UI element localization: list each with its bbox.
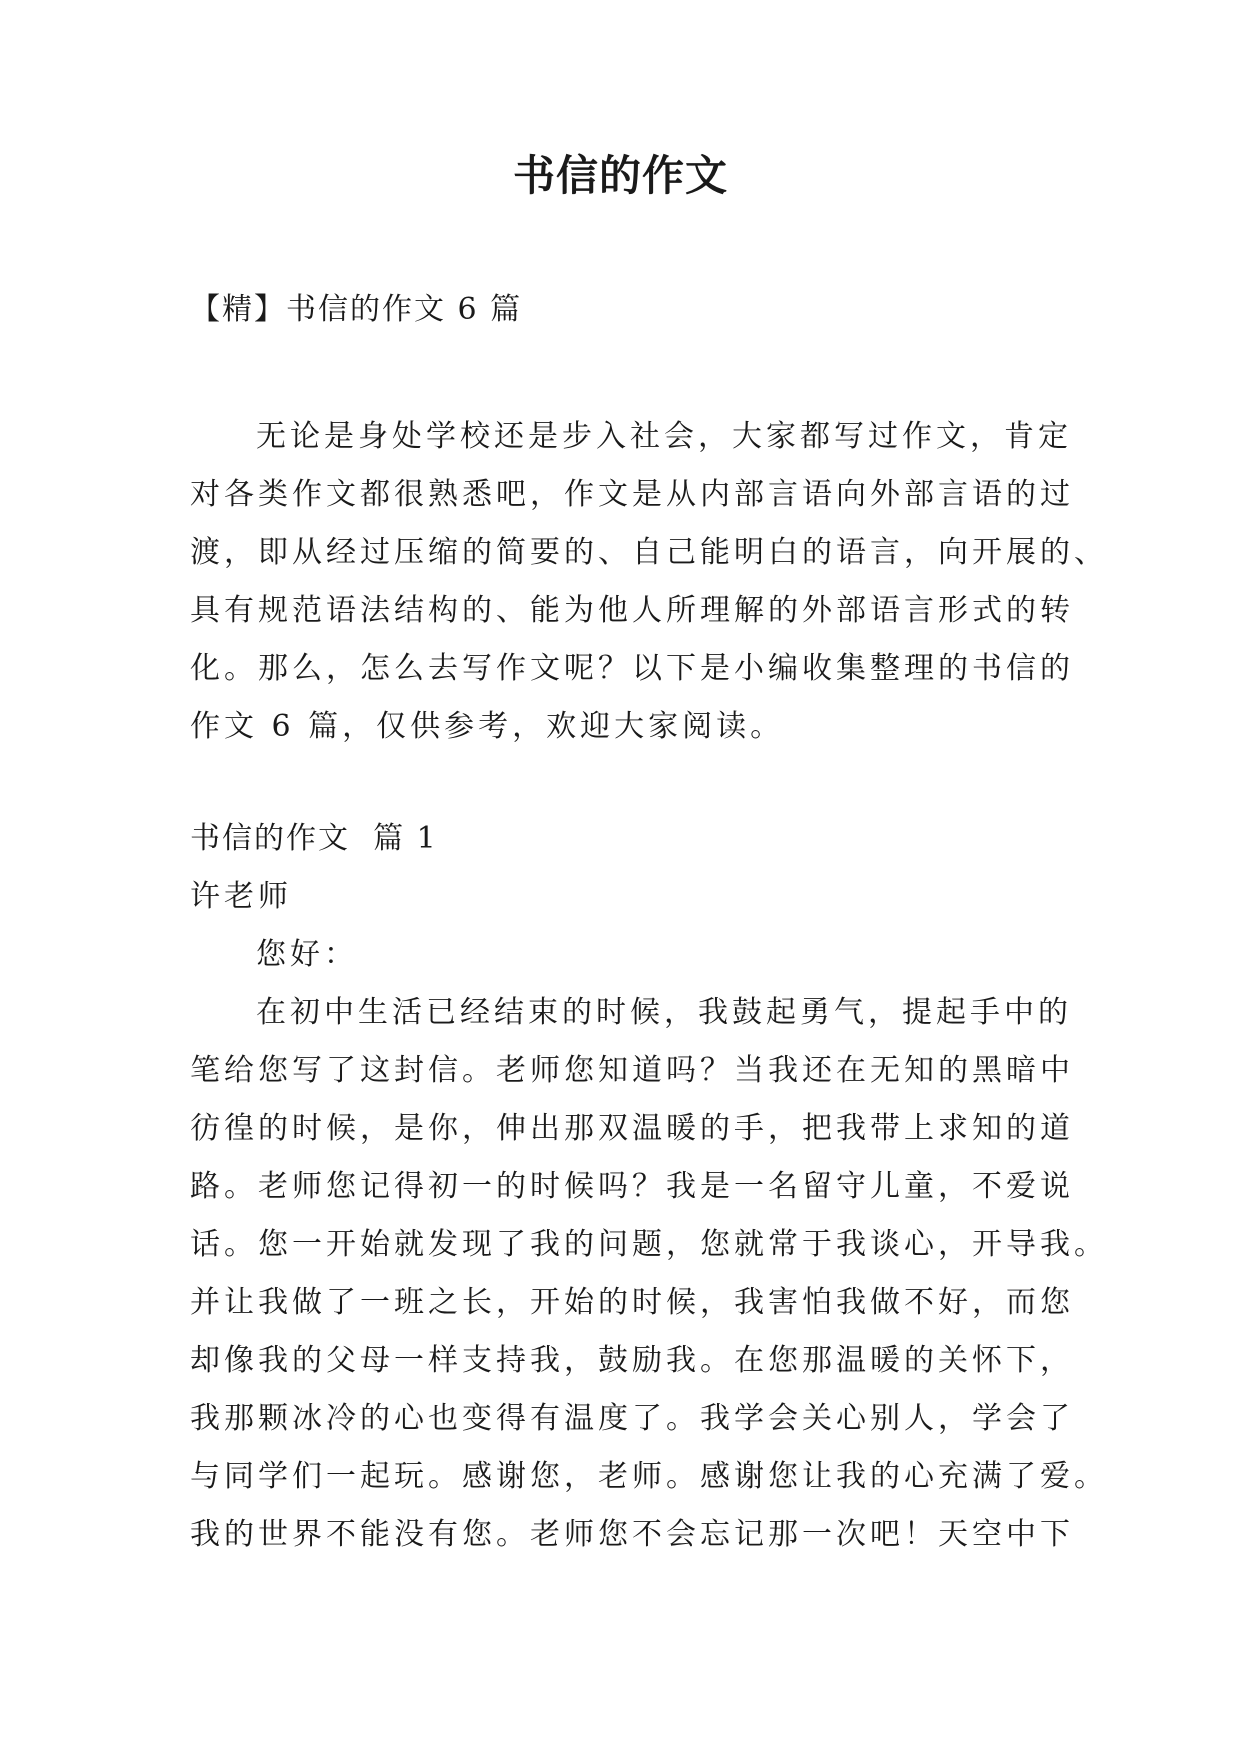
letter-line: 我的世界不能没有您。老师您不会忘记那一次吧！天空中下 — [190, 1517, 1074, 1552]
letter-line: 彷徨的时候，是你，伸出那双温暖的手，把我带上求知的道 — [190, 1111, 1074, 1146]
letter-line: 笔给您写了这封信。老师您知道吗？当我还在无知的黑暗中 — [190, 1053, 1074, 1088]
intro-line: 具有规范语法结构的、能为他人所理解的外部语言形式的转 — [190, 593, 1074, 628]
intro-line: 作文 6 篇，仅供参考，欢迎大家阅读。 — [190, 709, 785, 744]
letter-line: 话。您一开始就发现了我的问题，您就常于我谈心，开导我。 — [190, 1227, 1108, 1262]
letter-line: 路。老师您记得初一的时候吗？我是一名留守儿童，不爱说 — [190, 1169, 1074, 1204]
intro-line: 渡，即从经过压缩的简要的、自己能明白的语言，向开展的、 — [190, 535, 1108, 570]
letter-line: 并让我做了一班之长，开始的时候，我害怕我做不好，而您 — [190, 1285, 1074, 1320]
letter-greeting: 您好： — [256, 937, 358, 972]
letter-salutation: 许老师 — [190, 879, 292, 914]
document-subtitle: 【精】书信的作文 6 篇 — [190, 292, 523, 327]
section-heading: 书信的作文 篇 1 — [190, 821, 438, 856]
intro-line: 对各类作文都很熟悉吧，作文是从内部言语向外部言语的过 — [190, 477, 1074, 512]
intro-line: 无论是身处学校还是步入社会，大家都写过作文，肯定 — [256, 419, 1072, 454]
letter-line: 我那颗冰冷的心也变得有温度了。我学会关心别人，学会了 — [190, 1401, 1074, 1436]
document-title: 书信的作文 — [512, 151, 728, 200]
letter-line: 在初中生活已经结束的时候，我鼓起勇气，提起手中的 — [256, 995, 1072, 1030]
letter-line: 与同学们一起玩。感谢您，老师。感谢您让我的心充满了爱。 — [190, 1459, 1108, 1494]
intro-line: 化。那么，怎么去写作文呢？以下是小编收集整理的书信的 — [190, 651, 1074, 686]
letter-line: 却像我的父母一样支持我，鼓励我。在您那温暖的关怀下， — [190, 1343, 1074, 1378]
intro-paragraph — [190, 408, 1108, 756]
letter-body — [190, 868, 1108, 1564]
